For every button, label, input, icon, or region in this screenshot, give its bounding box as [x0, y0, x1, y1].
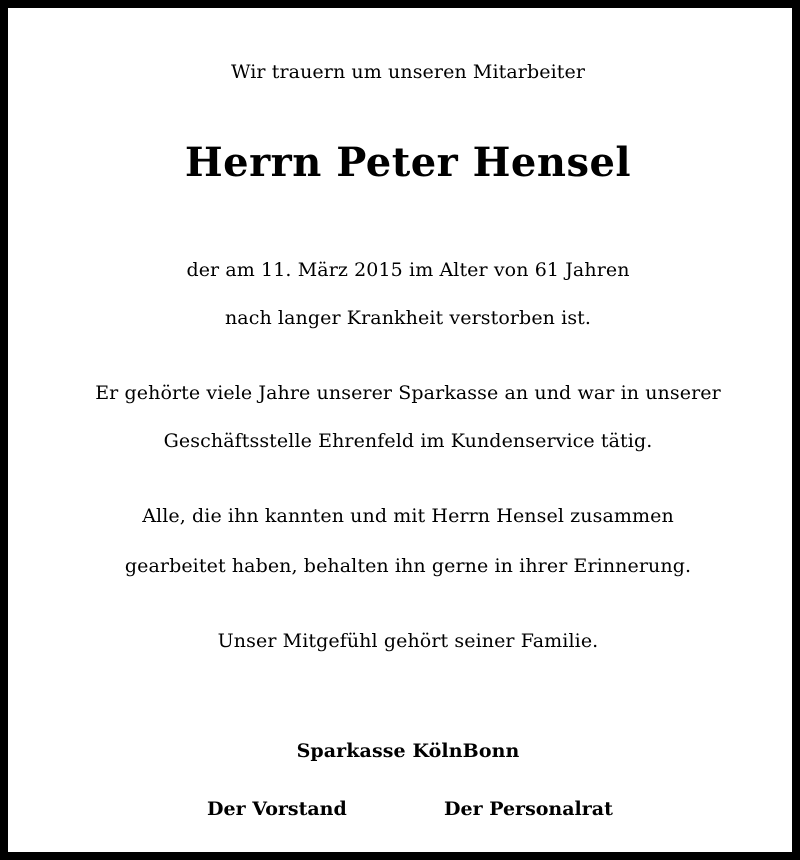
text-line-memory: gearbeitet haben, behalten ihn gerne in ihrer Erinnerung.: [124, 555, 692, 577]
text-line-branch: Geschäftsstelle Ehrenfeld im Kundenservice tätig.: [163, 430, 653, 452]
text-line-death-date: der am 11. März 2015 im Alter von 61 Jahren: [186, 259, 630, 281]
text-line-employment: Er gehörte viele Jahre unserer Sparkasse an und war in unserer: [95, 382, 721, 404]
text-line-colleagues: Alle, die ihn kannten und mit Herrn Hensel zusammen: [142, 505, 674, 527]
intro-line: Wir trauern um unseren Mitarbeiter: [230, 61, 586, 83]
text-line-condolence: Unser Mitgefühl gehört seiner Familie.: [217, 630, 599, 652]
deceased-name: Herrn Peter Hensel: [184, 139, 632, 186]
organization-name: Sparkasse KölnBonn: [296, 740, 520, 762]
signatory-works-council: Der Personalrat: [444, 798, 613, 820]
text-line-cause: nach langer Krankheit verstorben ist.: [224, 307, 592, 329]
signatory-board: Der Vorstand: [207, 798, 347, 820]
